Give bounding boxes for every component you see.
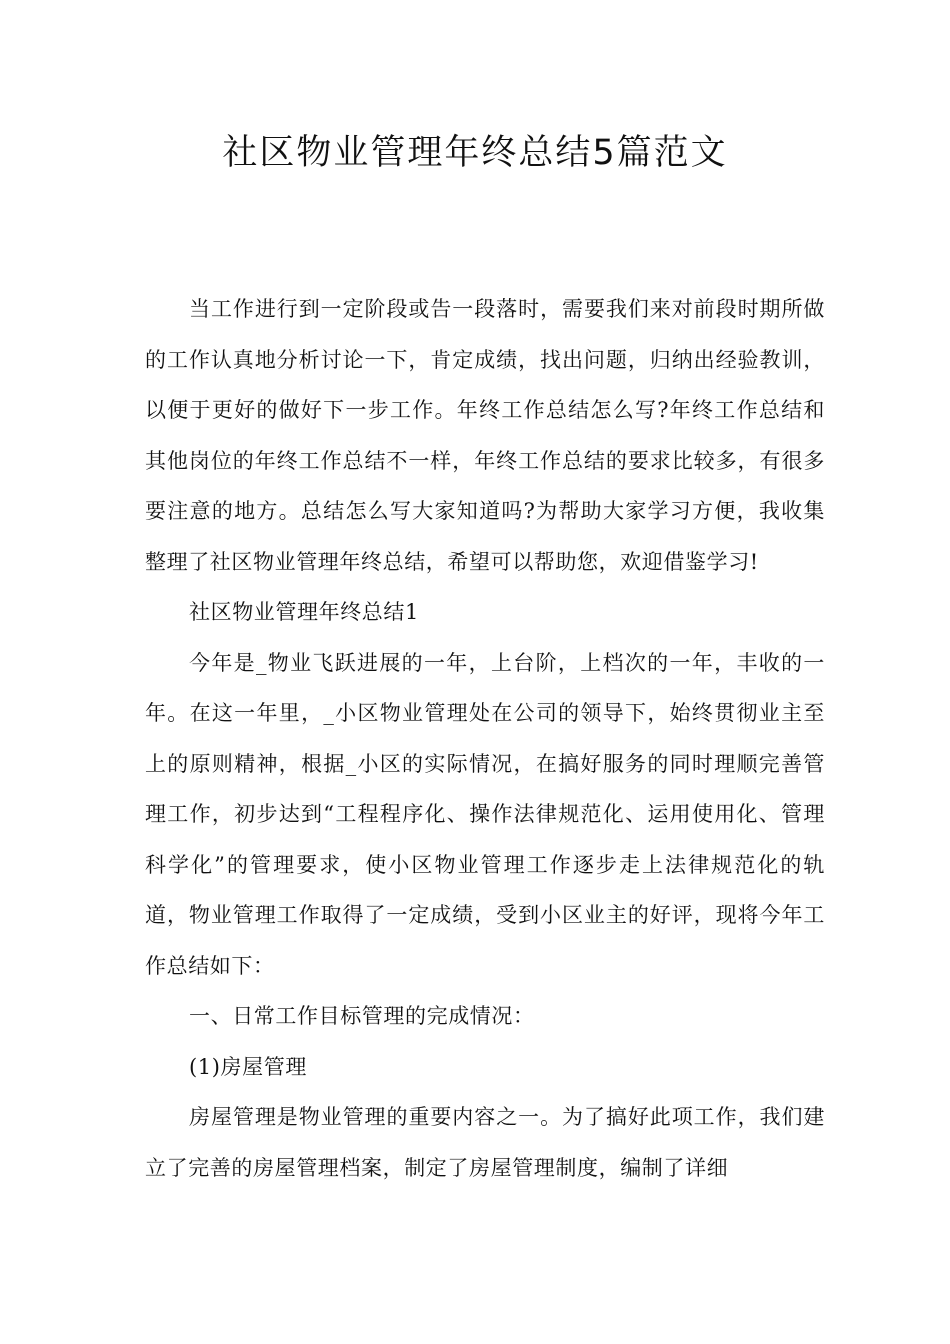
subsection-heading: 一、日常工作目标管理的完成情况： bbox=[189, 1004, 535, 1028]
document-title: 社区物业管理年终总结5篇范文 bbox=[222, 133, 728, 173]
intro-paragraph: 当工作进行到一定阶段或告一段落时，需要我们来对前段时期所做的工作认真地分析讨论一下，肯定成绩，找出问题，归纳出经验教训，以便于更好的做好下一步工作。年终工作总结怎么写?年终工作总结和其他岗位的年终工作总结不一样，年终工作总结的要求比较多，有很多要注意的地方。总结怎么写大家知道吗?为帮助大家学习方便，我收集整理了社区物业管理年终总结，希望可以帮助您，欢迎借鉴学习! bbox=[145, 297, 825, 574]
document-body bbox=[145, 284, 825, 1193]
body-paragraph: 今年是_物业飞跃进展的一年，上台阶，上档次的一年，丰收的一年。在这一年里，_小区物业管理处在公司的领导下，始终贯彻业主至上的原则精神，根据_小区的实际情况，在搞好服务的同时理顺完善管理工作，初步达到“工程程序化、操作法律规范化、运用使用化、管理科学化”的管理要求，使小区物业管理工作逐步走上法律规范化的轨道，物业管理工作取得了一定成绩，受到小区业主的好评，现将今年工作总结如下： bbox=[145, 650, 825, 978]
section-heading: 社区物业管理年终总结1 bbox=[189, 600, 419, 624]
item-heading: (1)房屋管理 bbox=[189, 1054, 307, 1079]
body-paragraph: 房屋管理是物业管理的重要内容之一。为了搞好此项工作，我们建立了完善的房屋管理档案，制定了房屋管理制度，编制了详细 bbox=[145, 1105, 825, 1180]
